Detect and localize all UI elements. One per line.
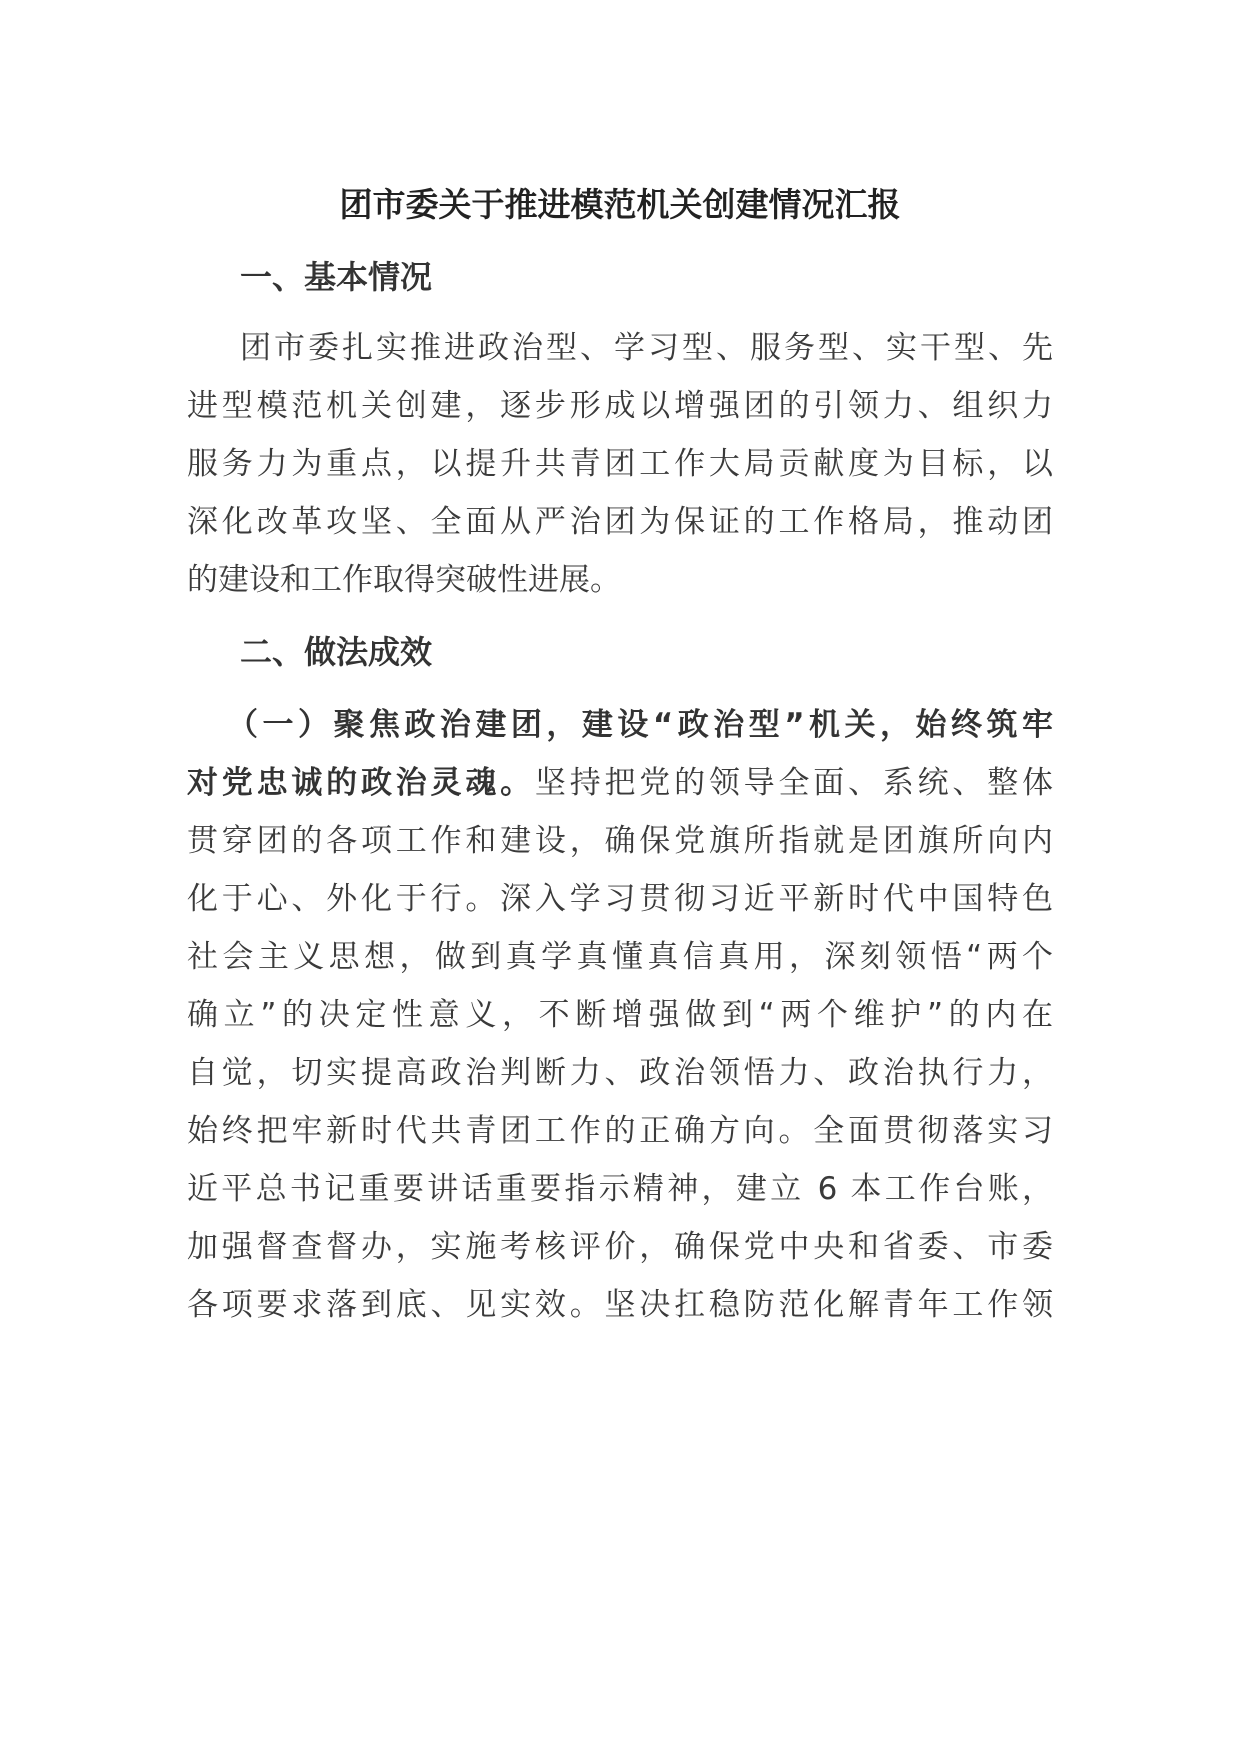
subheading-bold-end: 对党忠诚的政治灵魂。 bbox=[187, 765, 535, 801]
document-title: 团市委关于推进模范机关创建情况汇报 bbox=[339, 185, 901, 224]
paragraph-line: 自觉，切实提高政治判断力、政治领悟力、政治执行力， bbox=[187, 1055, 1053, 1091]
paragraph-line: 服务力为重点，以提升共青团工作大局贡献度为目标，以 bbox=[187, 446, 1053, 482]
paragraph-line: 的建设和工作取得突破性进展。 bbox=[187, 562, 621, 598]
paragraph-line bbox=[187, 761, 1053, 805]
paragraph-line: 各项要求落到底、见实效。坚决扛稳防范化解青年工作领 bbox=[187, 1287, 1053, 1323]
paragraph-line: 化于心、外化于行。深入学习贯彻习近平新时代中国特色 bbox=[187, 881, 1053, 917]
paragraph-line: 始终把牢新时代共青团工作的正确方向。全面贯彻落实习 bbox=[187, 1113, 1053, 1149]
paragraph-line: 加强督查督办，实施考核评价，确保党中央和省委、市委 bbox=[187, 1229, 1053, 1265]
paragraph-line: 团市委扎实推进政治型、学习型、服务型、实干型、先 bbox=[240, 330, 1053, 366]
subheading-line bbox=[227, 703, 1053, 747]
section-heading-practices: 二、做法成效 bbox=[240, 633, 433, 671]
paragraph-line: 社会主义思想，做到真学真懂真信真用，深刻领悟“两个 bbox=[187, 939, 1053, 975]
paragraph-line: 进型模范机关创建，逐步形成以增强团的引领力、组织力 bbox=[187, 388, 1053, 424]
paragraph-text: 坚持把党的领导全面、系统、整体 bbox=[534, 765, 1054, 801]
section-heading-basic: 一、基本情况 bbox=[240, 258, 433, 296]
paragraph-line: 确立”的决定性意义，不断增强做到“两个维护”的内在 bbox=[187, 997, 1053, 1033]
paragraph-line: 深化改革攻坚、全面从严治团为保证的工作格局，推动团 bbox=[187, 504, 1053, 540]
paragraph-line: 近平总书记重要讲话重要指示精神，建立 6 本工作台账， bbox=[187, 1171, 1053, 1207]
paragraph-line: 贯穿团的各项工作和建设，确保党旗所指就是团旗所向内 bbox=[187, 823, 1053, 859]
subheading-bold: （一）聚焦政治建团，建设“政治型”机关，始终筑牢 bbox=[227, 707, 1053, 743]
